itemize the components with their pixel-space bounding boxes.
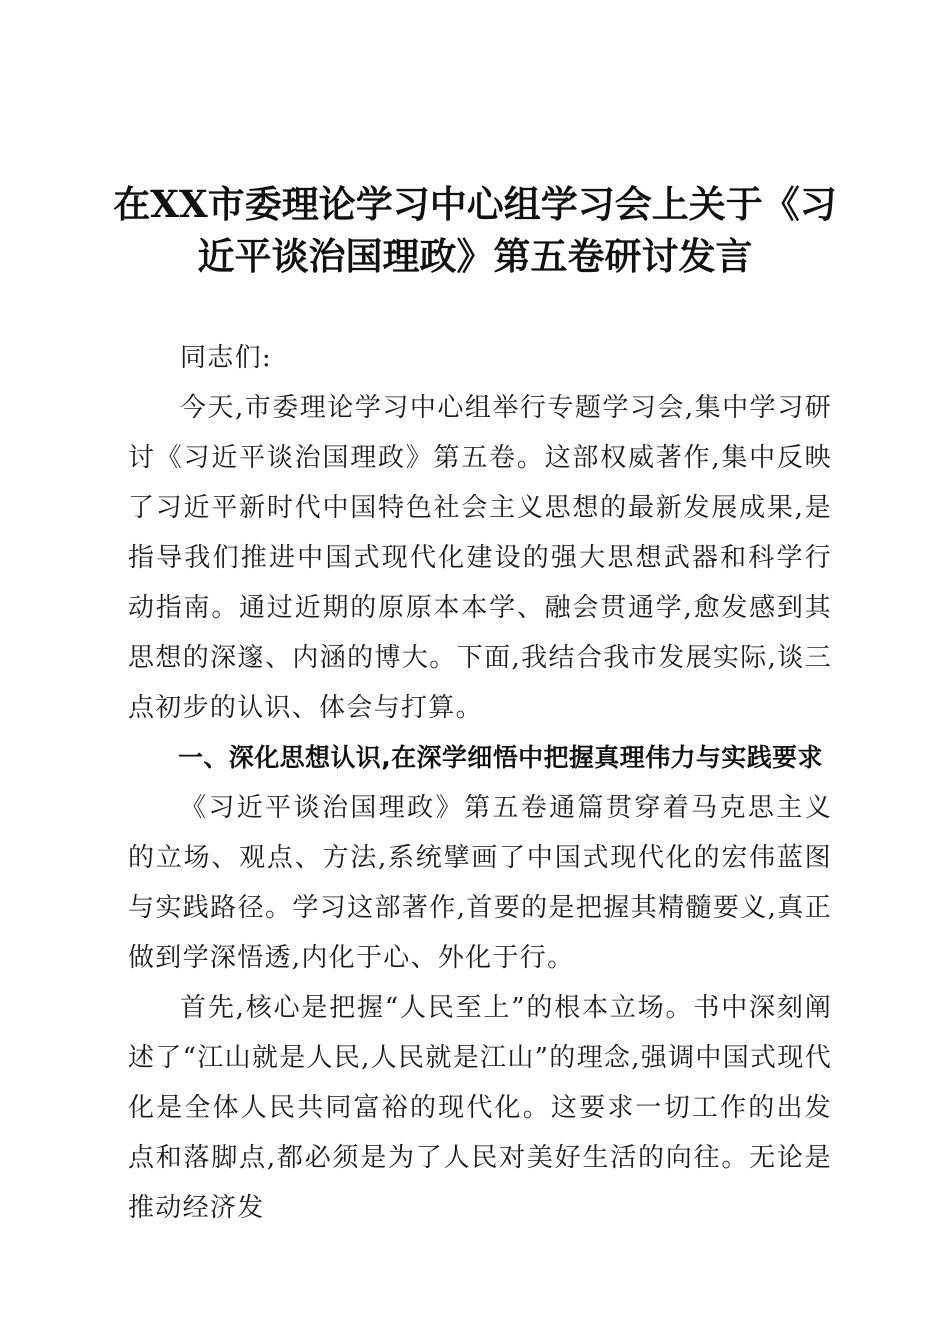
document-title: 在XX市委理论学习中心组学习会上关于《习近平谈治国理政》第五卷研讨发言: [113, 182, 837, 278]
section-1-paragraph-2: 首先,核心是把握“人民至上”的根本立场。书中深刻阐述了“江山就是人民,人民就是江山”的理念,强调中国式现代化是全体人民共同富裕的现代化。这要求一切工作的出发点和落脚点,都必须是为了人民对美好生活的向往。无论是推动经济发: [128, 993, 832, 1223]
greeting: 同志们:: [180, 343, 272, 373]
intro-paragraph: 今天,市委理论学习中心组举行专题学习会,集中学习研讨《习近平谈治国理政》第五卷。这部权威著作,集中反映了习近平新时代中国特色社会主义思想的最新发展成果,是指导我们推进中国式现代化建设的强大思想武器和科学行动指南。通过近期的原原本本学、融会贯通学,愈发感到其思想的深邃、内涵的博大。下面,我结合我市发展实际,谈三点初步的认识、体会与打算。: [128, 393, 832, 723]
section-1-heading: 一、深化思想认识,在深学细悟中把握真理伟力与实践要求: [178, 743, 823, 772]
document-body: [128, 333, 832, 1233]
section-1-paragraph-1: 《习近平谈治国理政》第五卷通篇贯穿着马克思主义的立场、观点、方法,系统擘画了中国式现代化的宏伟蓝图与实践路径。学习这部著作,首要的是把握其精髓要义,真正做到学深悟透,内化于心、外化于行。: [128, 793, 832, 973]
